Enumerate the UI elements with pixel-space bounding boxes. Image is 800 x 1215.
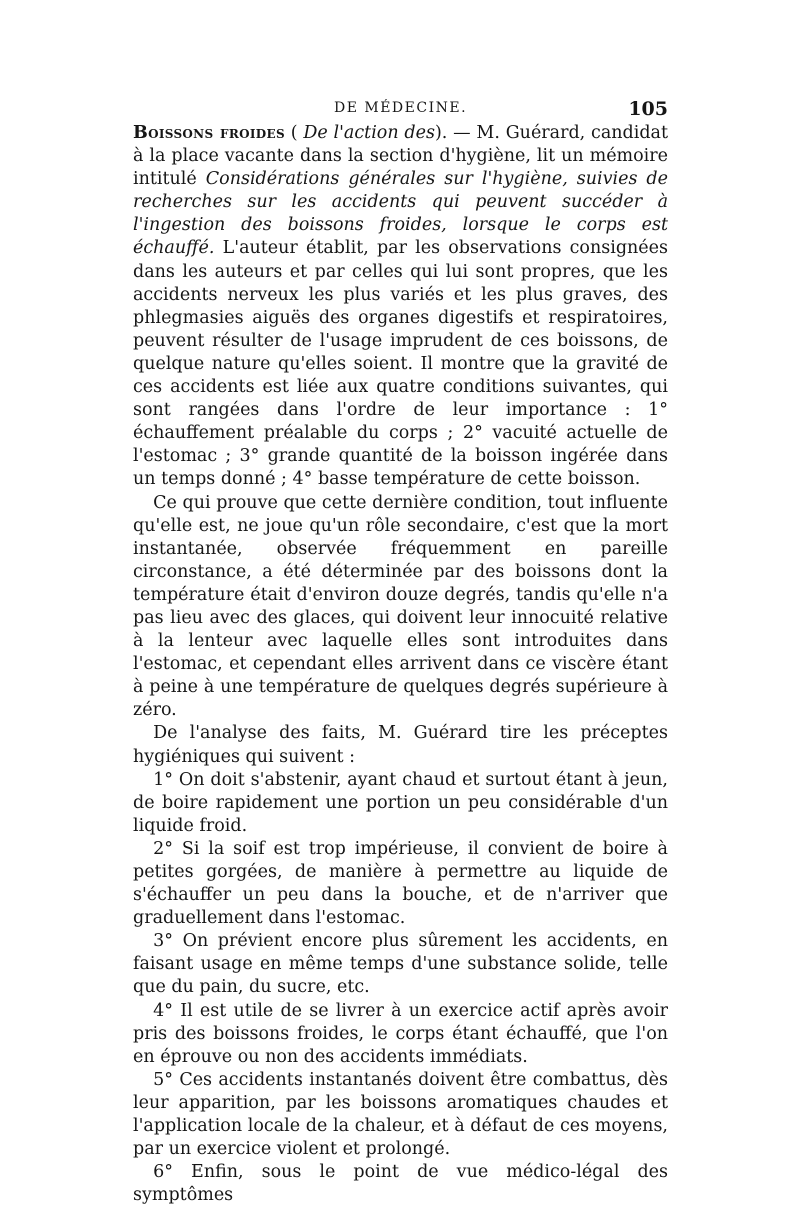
- paragraph-1-intro: ). — M. Guérard, candidat à la place vacante dans la section d'hygiène, lit un mémoire intitulé: [133, 123, 668, 190]
- paragraph-3: De l'analyse des faits, M. Guérard tire les préceptes hygiéniques qui suivent :: [133, 723, 668, 767]
- paragraph-1-rest: L'auteur établit, par les observations consignées dans les auteurs et par celles qui lui sont propres, que les accidents nerveux les plus variés et les plus graves, des phlegmasies aiguës des organes digestifs et respiratoires, peuvent résulter de l'usage imprudent de ces boissons, de quelque nature qu'elles soient. Il montre que la gravité de ces accidents est liée aux quatre conditions suivantes, qui sont rangées dans l'ordre de leur importance : 1° échauffement préalable du corps ; 2° vacuité actuelle de l'estomac ; 3° grande quantité de la boisson ingérée dans un temps donné ; 4° basse température de cette boisson.: [133, 238, 668, 490]
- page-number: 105: [628, 98, 668, 120]
- precept-2: 2° Si la soif est trop impérieuse, il convient de boire à petites gorgées, de manière à permettre au liquide de s'échauffer un peu dans la bouche, et de n'arriver que graduellement dans l'estomac.: [133, 838, 668, 929]
- precept-5: 5° Ces accidents instantanés doivent être combattus, dès leur apparition, par les boissons aromatiques chaudes et l'application locale de la chaleur, et à défaut de ces moyens, par un exercice violent et prolongé.: [133, 1069, 668, 1160]
- paragraph-2: Ce qui prouve que cette dernière condition, tout influente qu'elle est, ne joue qu'un rôle secondaire, c'est que la mort instantanée, observée fréquemment en pareille circonstance, a été déterminée par des boissons dont la température était d'environ douze degrés, tandis qu'elle n'a pas lieu avec des glaces, qui doivent leur innocuité relative à la lenteur avec laquelle elles sont introduites dans l'estomac, et cependant elles arrivent dans ce viscère étant à peine à une température de quelques degrés supérieure à zéro.: [133, 492, 668, 721]
- memoir-title: Considérations générales sur l'hygiène, suivies de recherches sur les accidents qui peuvent succéder à l'ingestion des boissons froides, lorsque le corps est échauffé.: [133, 169, 668, 259]
- page-header: [133, 98, 668, 122]
- precept-6: 6° Enfin, sous le point de vue médico-légal des symptômes: [133, 1162, 668, 1206]
- running-head: DE MÉDECINE.: [333, 100, 468, 116]
- section-lead-italic: De l'action des: [303, 123, 435, 143]
- text-body: [133, 122, 668, 1207]
- precept-4: 4° Il est utile de se livrer à un exercice actif après avoir pris des boissons froides, le corps étant échauffé, que l'on en éprouve ou non des accidents immédiats.: [133, 1000, 668, 1067]
- precept-1: 1° On doit s'abstenir, ayant chaud et surtout étant à jeun, de boire rapidement une portion un peu considérable d'un liquide froid.: [133, 769, 668, 836]
- open-paren: (: [284, 123, 304, 143]
- paragraph-1: [133, 122, 668, 492]
- section-lead: Boissons froides: [133, 123, 285, 143]
- precept-3: 3° On prévient encore plus sûrement les accidents, en faisant usage en même temps d'une substance solide, telle que du pain, du sucre, etc.: [133, 931, 668, 998]
